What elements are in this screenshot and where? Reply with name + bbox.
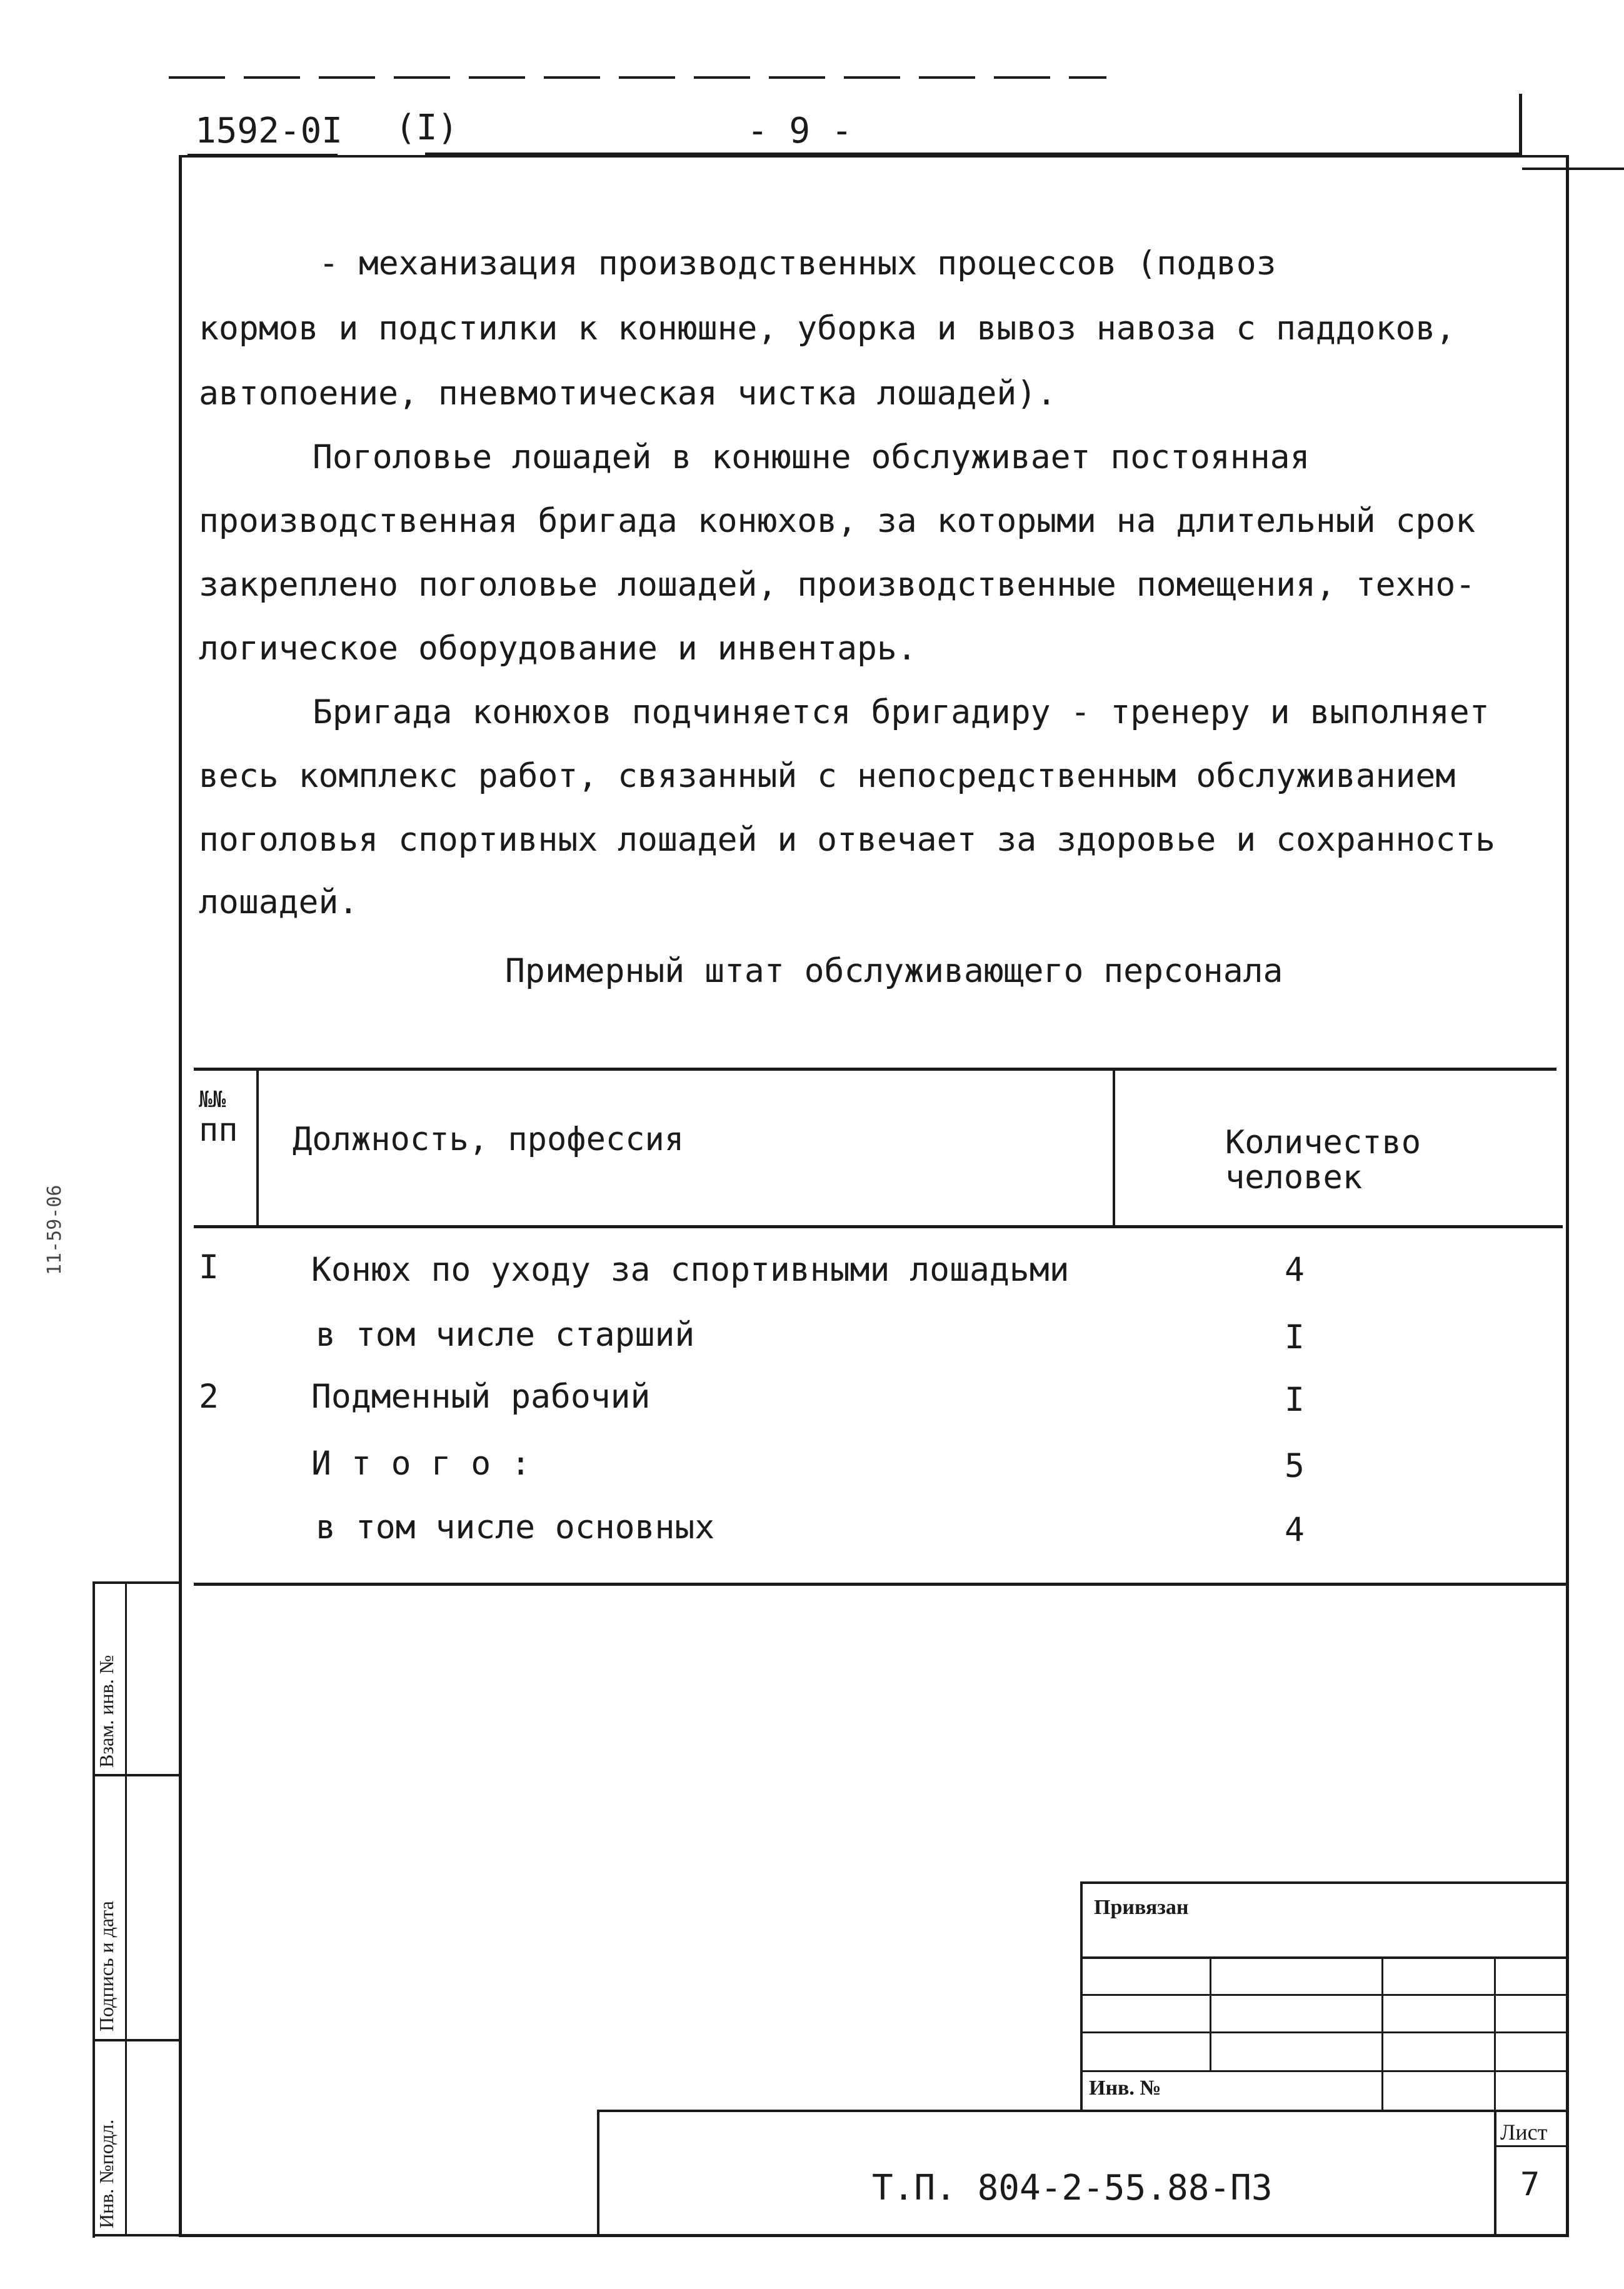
doc-code: 1592-0I xyxy=(195,111,343,151)
side-stamp-divider xyxy=(125,1581,127,2236)
top-trim-line xyxy=(169,76,1106,79)
privyazan-col xyxy=(1381,1956,1383,2110)
table-row-count: 4 xyxy=(1285,1511,1305,1549)
paragraph-line: поголовья спортивных лошадей и отвечает за здоровье и сохранность xyxy=(199,821,1496,859)
privyazan-col xyxy=(1494,1956,1496,2110)
designation-top xyxy=(597,2110,1569,2112)
paragraph-line: лошадей. xyxy=(199,883,359,921)
table-row-count: 5 xyxy=(1285,1447,1305,1485)
paragraph-line: производственная бригада конюхов, за которыми на длительный срок xyxy=(199,502,1476,540)
designation-code: Т.П. 804-2-55.88-ПЗ xyxy=(872,2168,1273,2208)
side-stamp-bottom xyxy=(93,2234,180,2236)
table-row-position: в том числе старший xyxy=(316,1316,695,1354)
table-row-num: I xyxy=(199,1248,219,1286)
paragraph-line: - механизация производственных процессов (подвоз xyxy=(319,244,1276,283)
edition-number: (I) xyxy=(395,108,459,148)
table-row-count: 4 xyxy=(1285,1251,1305,1289)
paragraph-line: Поголовье лошадей в конюшне обслуживает постоянная xyxy=(313,438,1310,476)
privyazan-label: Привязан xyxy=(1094,1896,1189,1919)
sheet-col xyxy=(1494,2110,1496,2235)
table-header-rule xyxy=(194,1225,1563,1228)
header-num-line2: пп xyxy=(199,1111,238,1149)
designation-left xyxy=(597,2110,599,2235)
inv-no-label: Инв. № xyxy=(1089,2076,1161,2100)
table-row-count: I xyxy=(1285,1318,1305,1356)
header-count xyxy=(1225,1125,1421,1195)
frame-bottom xyxy=(179,2234,1569,2237)
table-row-position: в том числе основных xyxy=(316,1508,715,1546)
header-count-line2: человек xyxy=(1225,1159,1363,1196)
page-top-right-line xyxy=(1522,168,1624,170)
paragraph-line: Бригада конюхов подчиняется бригадиру - тренеру и выполняет xyxy=(313,693,1490,731)
sheet-number: 7 xyxy=(1520,2166,1540,2203)
frame-left xyxy=(179,155,182,2236)
frame-top xyxy=(181,155,1569,158)
paragraph-line: кормов и подстилки к конюшне, уборка и вывоз навоза с паддоков, xyxy=(199,309,1456,348)
table-col-divider xyxy=(1113,1071,1115,1225)
header-num xyxy=(199,1088,238,1148)
sheet-label: Лист xyxy=(1500,2120,1548,2145)
header-num-line1: №№ xyxy=(199,1087,226,1113)
side-label-inv-podl: Инв. №подл. xyxy=(95,2119,118,2228)
table-top-rule xyxy=(194,1068,1556,1071)
header-position: Должность, профессия xyxy=(293,1121,684,1158)
table-title: Примерный штат обслуживающего персонала xyxy=(505,952,1283,990)
paragraph-line: закреплено поголовье лошадей, производственные помещения, техно- xyxy=(199,566,1476,604)
sheet-label-rule xyxy=(1494,2145,1569,2147)
table-row-position: И т о г о : xyxy=(311,1445,531,1483)
paragraph-line: логическое оборудование и инвентарь. xyxy=(199,629,917,668)
privyazan-col xyxy=(1210,1956,1211,2070)
side-stamp-rule xyxy=(93,2039,180,2041)
header-right-tick xyxy=(1519,94,1522,155)
side-stamp-top xyxy=(93,1581,180,1584)
side-label-vzam-inv: Взам. инв. № xyxy=(95,1655,118,1768)
margin-mark: 11-59-06 xyxy=(44,1185,66,1275)
table-row-count: I xyxy=(1285,1381,1305,1419)
side-stamp-rule xyxy=(93,1774,180,1776)
page-number: - 9 - xyxy=(747,111,853,151)
table-col-divider xyxy=(256,1071,259,1225)
paragraph-line: автопоение, пневмотическая чистка лошадей). xyxy=(199,374,1057,413)
table-row-position: Конюх по уходу за спортивными лошадьми xyxy=(311,1251,1070,1289)
table-row-position: Подменный рабочий xyxy=(311,1378,651,1416)
table-bottom-rule xyxy=(194,1583,1566,1586)
header-count-line1: Количество xyxy=(1225,1124,1421,1161)
privyazan-top xyxy=(1080,1881,1569,1884)
table-row-num: 2 xyxy=(199,1378,219,1416)
paragraph-line: весь комплекс работ, связанный с непосредственным обслуживанием xyxy=(199,757,1456,795)
side-label-signature-date: Подпись и дата xyxy=(95,1901,118,2031)
frame-right xyxy=(1566,155,1569,2236)
